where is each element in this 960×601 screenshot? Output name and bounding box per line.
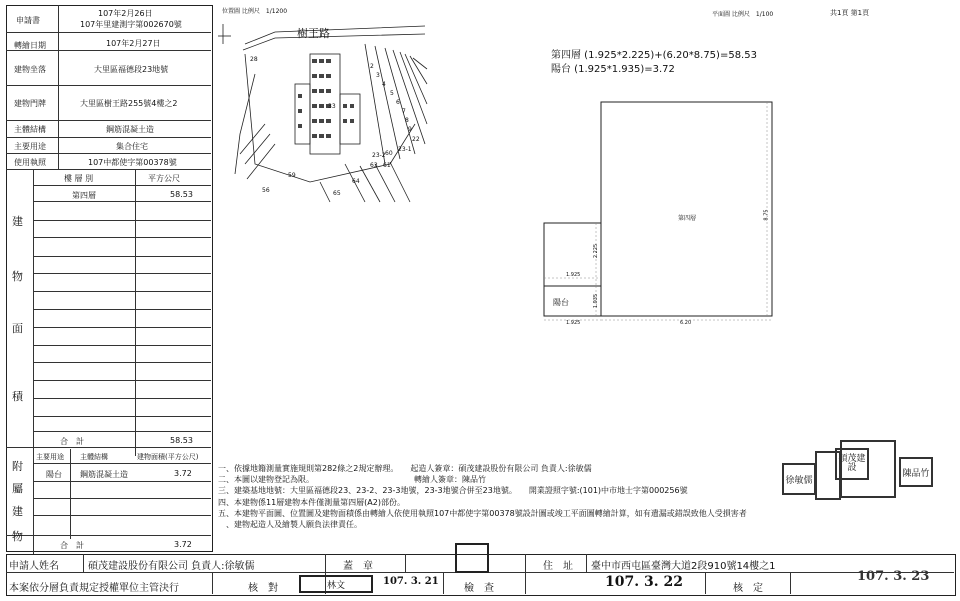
seal-label: 蓋 章 — [343, 561, 373, 572]
seal-company: 碩茂建設 — [835, 448, 869, 480]
floor-plan-caption: 平面圖 比例尺 1/100 — [712, 11, 774, 18]
parcel-9: 9 — [408, 126, 412, 133]
formula-balcony: 陽台 (1.925*1.935)=3.72 — [551, 64, 675, 75]
note-4: 四、本建物係11層建物本件僅測量第四層(A2)部份。 — [218, 497, 405, 507]
transfer-date-value: 107年2月27日 — [106, 39, 161, 48]
floor-row-name: 第四層 — [72, 191, 96, 200]
applicant-date: 107年2月26日 — [98, 9, 153, 18]
location-map — [215, 14, 430, 204]
attach-row-area: 3.72 — [174, 469, 192, 478]
dim-8-75: 8.75 — [763, 209, 770, 221]
parcel-64: 64 — [352, 178, 360, 185]
parcel-23-1: 23-1 — [398, 146, 412, 153]
floor-row-area: 58.53 — [170, 190, 193, 199]
license-value: 107中都使字第00378號 — [88, 158, 177, 167]
seal-company-large — [840, 440, 896, 498]
address-label-bottom: 住 址 — [543, 561, 573, 572]
parcel-61: 61 — [383, 162, 391, 169]
side-attach-2: 屬 — [12, 482, 23, 495]
attach-total-label: 合 計 — [60, 541, 84, 550]
parcel-28: 28 — [250, 56, 258, 63]
parcel-33: 33 — [328, 103, 336, 110]
applicant-number: 107年里建測字第002670號 — [80, 20, 182, 29]
parcel-65: 65 — [333, 190, 341, 197]
check-date: 107. 3. 21 — [383, 576, 439, 587]
location-value: 大里區福德段23地號 — [94, 65, 169, 74]
address-value: 大里區樹王路255號4樓之2 — [80, 99, 178, 108]
parcel-8: 8 — [405, 117, 409, 124]
parcel-4: 4 — [382, 81, 386, 88]
attach-total-value: 3.72 — [174, 540, 192, 549]
attach-area-header: 建物面積(平方公尺) — [137, 453, 199, 461]
parcel-7: 7 — [402, 108, 406, 115]
transfer-date-label: 轉繪日期 — [14, 41, 46, 50]
notes-block — [218, 463, 747, 530]
side-label-area: 積 — [12, 390, 23, 403]
location-map-caption: 位置圖 比例尺 1/1200 — [222, 8, 288, 15]
use-label: 主要用途 — [14, 142, 46, 151]
parcel-3: 3 — [376, 72, 380, 79]
parcel-60: 60 — [385, 150, 393, 157]
dim-2-225: 2.225 — [593, 243, 600, 259]
note-6: 、建物起造人及繪製人願負法律責任。 — [218, 520, 362, 530]
dim-1-925-bottom: 1.925 — [566, 320, 581, 326]
applicant-name-label: 申請人姓名 — [9, 561, 59, 572]
formula-fourth-floor: 第四層 (1.925*2.225)+(6.20*8.75)=58.53 — [551, 50, 757, 61]
address-value-bottom: 臺中市西屯區臺灣大道2段910號14樓之1 — [591, 561, 776, 572]
dim-6-20: 6.20 — [680, 320, 692, 326]
total-value: 58.53 — [170, 436, 193, 445]
parcel-56: 56 — [262, 187, 270, 194]
room-label-fourth-floor: 第四層 — [678, 215, 697, 222]
license-label: 使用執照 — [14, 158, 46, 167]
floor-header: 樓 層 別 — [64, 174, 94, 183]
applicant-label: 申請書 — [16, 16, 40, 25]
attach-use-header: 主要用途 — [36, 453, 64, 461]
check-label: 核 對 — [248, 583, 278, 594]
parcel-23-2: 23-2 — [372, 152, 386, 159]
approve-label: 核 定 — [733, 583, 763, 594]
parcel-5: 5 — [390, 90, 394, 97]
check-stamp: 林文 — [299, 575, 373, 593]
location-label: 建物坐落 — [14, 65, 46, 74]
applicant-seal — [455, 543, 489, 573]
use-value: 集合住宅 — [116, 142, 148, 151]
parcel-59: 59 — [288, 172, 296, 179]
attach-struct-header: 主體結構 — [80, 453, 108, 461]
applicant-name-value: 碩茂建設股份有限公司 負責人:徐敏儒 — [88, 561, 255, 572]
side-label-face: 面 — [12, 322, 23, 335]
total-label: 合 計 — [60, 437, 84, 446]
side-attach-1: 附 — [12, 460, 23, 473]
attach-row-use: 陽台 — [46, 470, 62, 479]
floor-plan-drawing — [540, 100, 780, 330]
side-attach-3: 建 — [12, 505, 23, 518]
road-name: 樹王路 — [297, 27, 330, 40]
note-3: 三、建築基地地號：大里區福德段23、23-2、23-3地號，23-3地號合併至23地號。 開業證照字號:(101)中市地士字第000256號 — [218, 486, 688, 496]
seal-person: 徐敏儒 — [782, 463, 816, 495]
seal-drafter-2 — [815, 451, 841, 500]
structure-value: 鋼筋混凝土造 — [106, 125, 154, 134]
dim-1-935: 1.935 — [593, 293, 600, 309]
side-attach-4: 物 — [12, 530, 23, 543]
attach-row-struct: 鋼筋混凝土造 — [80, 470, 128, 479]
side-label-object: 物 — [12, 270, 23, 283]
inspect-date: 107. 3. 22 — [605, 574, 683, 590]
room-label-balcony: 陽台 — [553, 298, 569, 307]
authority-text: 本案依分層負責規定授權單位主管決行 — [9, 583, 179, 594]
note-2: 二、本圖以建物登記為限。 轉繪人簽章：陳品竹 — [218, 475, 486, 485]
parcel-2: 2 — [370, 63, 374, 70]
side-label-building: 建 — [12, 215, 23, 228]
note-5: 五、本建物平面圖、位置圖及建物面積係由轉繪人依使用執照107中都使字第00378號設計圖或竣工平面圖轉繪計算，如有遺漏或錯誤致他人受損害者 — [218, 508, 747, 518]
parcel-6: 6 — [396, 99, 400, 106]
note-1: 一、依據地籍測量實施規則第282條之2規定辦理。 起造人簽章：碩茂建設股份有限公司 負責人:徐敏儒 — [218, 464, 592, 473]
parcel-63: 63 — [370, 162, 378, 169]
structure-label: 主體結構 — [14, 125, 46, 134]
approve-date: 107. 3. 23 — [857, 569, 930, 584]
page-count: 共1頁 第1頁 — [830, 9, 870, 17]
area-header: 平方公尺 — [148, 174, 180, 183]
inspect-label: 檢 查 — [464, 583, 494, 594]
dim-1-925-top: 1.925 — [566, 272, 581, 278]
address-label: 建物門牌 — [14, 99, 46, 108]
seal-drafter: 陳品竹 — [899, 457, 933, 487]
parcel-22: 22 — [412, 136, 420, 143]
